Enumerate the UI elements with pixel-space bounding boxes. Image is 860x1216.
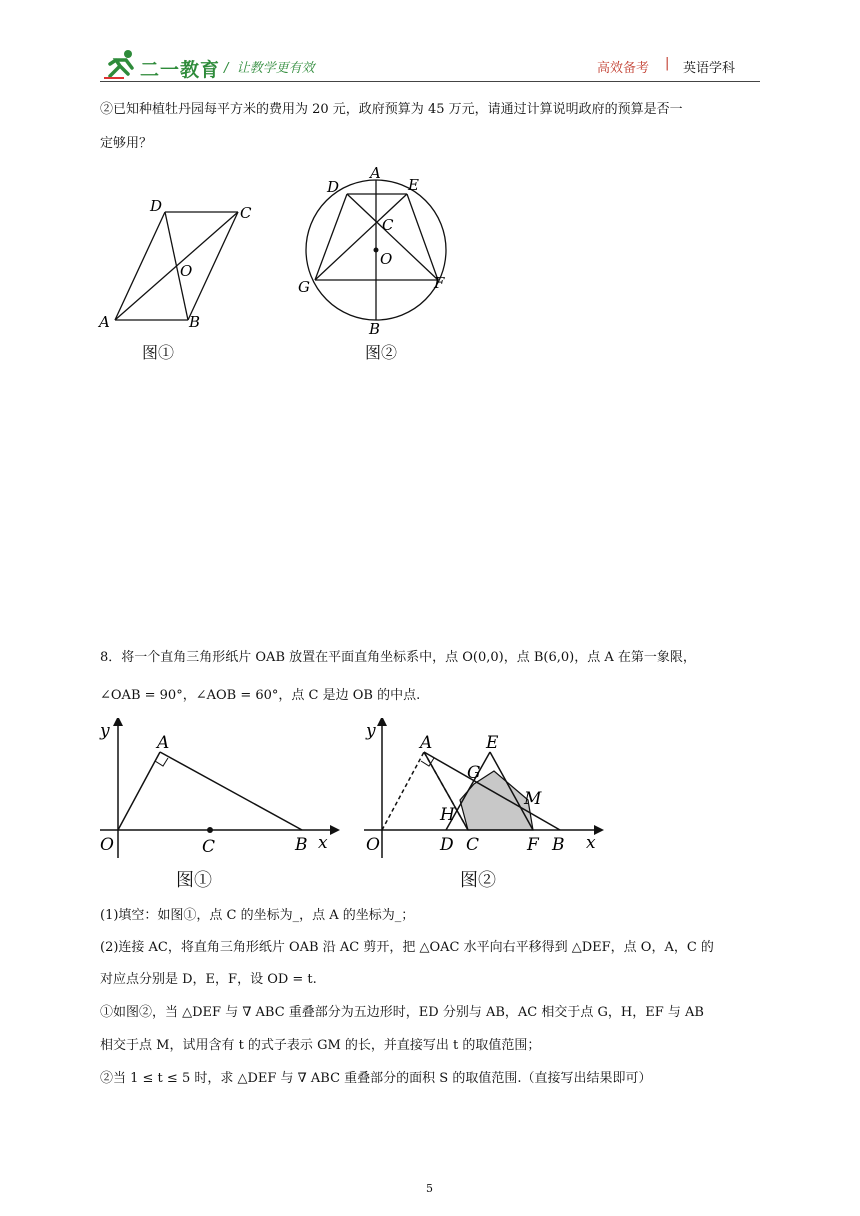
- point-label-A: A: [99, 313, 110, 331]
- point-label-D: D: [150, 197, 163, 215]
- axis-label-x: x: [318, 833, 328, 853]
- header-subject: 英语学科: [683, 61, 736, 76]
- figure1-caption: 图①: [142, 343, 175, 362]
- header-divider: |: [665, 56, 670, 71]
- point-label-E: E: [408, 176, 419, 194]
- point-label-O: O: [380, 250, 393, 268]
- point-label-D: D: [327, 178, 340, 196]
- q8-text-line1: 8．将一个直角三角形纸片 OAB 放置在平面直角坐标系中，点 O(0,0)，点 B(6,0)，点 A 在第一象限，: [100, 650, 696, 665]
- point-label-C: C: [382, 216, 394, 234]
- point-label-G: G: [298, 278, 310, 296]
- point-label-H: H: [440, 805, 455, 825]
- figure-circle-trapezoid: [290, 162, 460, 342]
- point-label-C: C: [240, 204, 252, 222]
- point-label-C: C: [466, 835, 480, 855]
- q8-text-line2: ∠OAB = 90°，∠AOB = 60°，点 C 是边 OB 的中点.: [100, 688, 421, 703]
- figure3-caption: 图①: [176, 870, 212, 891]
- point-label-B: B: [552, 835, 565, 855]
- figure-coordinate-triangle-2: [360, 718, 610, 868]
- point-label-O: O: [100, 835, 114, 855]
- header: [100, 48, 760, 84]
- q8-part3-line1: ①如图②，当 △DEF 与 ∇ ABC 重叠部分为五边形时，ED 分别与 AB，AC 相交于点 G，H，EF 与 AB: [100, 1005, 704, 1020]
- header-rule: [100, 81, 760, 82]
- logo-text: 二一教育: [140, 59, 221, 81]
- axis-label-y: y: [366, 721, 376, 741]
- point-label-O: O: [180, 262, 193, 280]
- point-label-A: A: [420, 733, 433, 753]
- point-label-A: A: [157, 733, 170, 753]
- figure4-caption: 图②: [460, 870, 496, 891]
- point-label-O: O: [366, 835, 380, 855]
- q8-part1: (1)填空：如图①，点 C 的坐标为_，点 A 的坐标为_；: [100, 908, 415, 923]
- q8-part2-line1: (2)连接 AC，将直角三角形纸片 OAB 沿 AC 剪开，把 △OAC 水平向右平移得到 △DEF，点 O，A，C 的: [100, 940, 714, 955]
- figure-parallelogram: [90, 190, 270, 370]
- q7-text-line2: 定够用？: [100, 136, 153, 151]
- q8-part2-line2: 对应点分别是 D，E，F，设 OD = t.: [100, 972, 317, 987]
- point-label-C: C: [202, 837, 216, 857]
- q8-part3-line2: 相交于点 M，试用含有 t 的式子表示 GM 的长，并直接写出 t 的取值范围；: [100, 1038, 541, 1053]
- point-label-M: M: [524, 789, 542, 809]
- point-label-B: B: [295, 835, 308, 855]
- q8-part4: ②当 1 ≤ t ≤ 5 时，求 △DEF 与 ∇ ABC 重叠部分的面积 S 的取值范围.（直接写出结果即可）: [100, 1071, 652, 1086]
- axis-label-x: x: [586, 833, 596, 853]
- page-number: 5: [426, 1182, 433, 1195]
- header-exam-prep: 高效备考: [597, 61, 650, 76]
- point-label-D: D: [440, 835, 454, 855]
- point-label-B: B: [369, 320, 381, 338]
- axis-label-y: y: [100, 721, 110, 741]
- q7-text-line1: ②已知种植牡丹园每平方米的费用为 20 元，政府预算为 45 万元，请通过计算说明政府的预算是否一: [100, 102, 683, 117]
- point-label-F: F: [527, 835, 539, 855]
- logo-runner-icon: [104, 48, 140, 80]
- point-label-F: F: [434, 274, 445, 292]
- point-label-G: G: [467, 763, 481, 783]
- point-label-E: E: [486, 733, 499, 753]
- point-label-A: A: [370, 164, 381, 182]
- figure2-caption: 图②: [365, 343, 398, 362]
- point-label-B: B: [189, 313, 201, 331]
- slogan: / 让教学更有效: [224, 61, 315, 76]
- figure-coordinate-triangle-1: [92, 718, 342, 868]
